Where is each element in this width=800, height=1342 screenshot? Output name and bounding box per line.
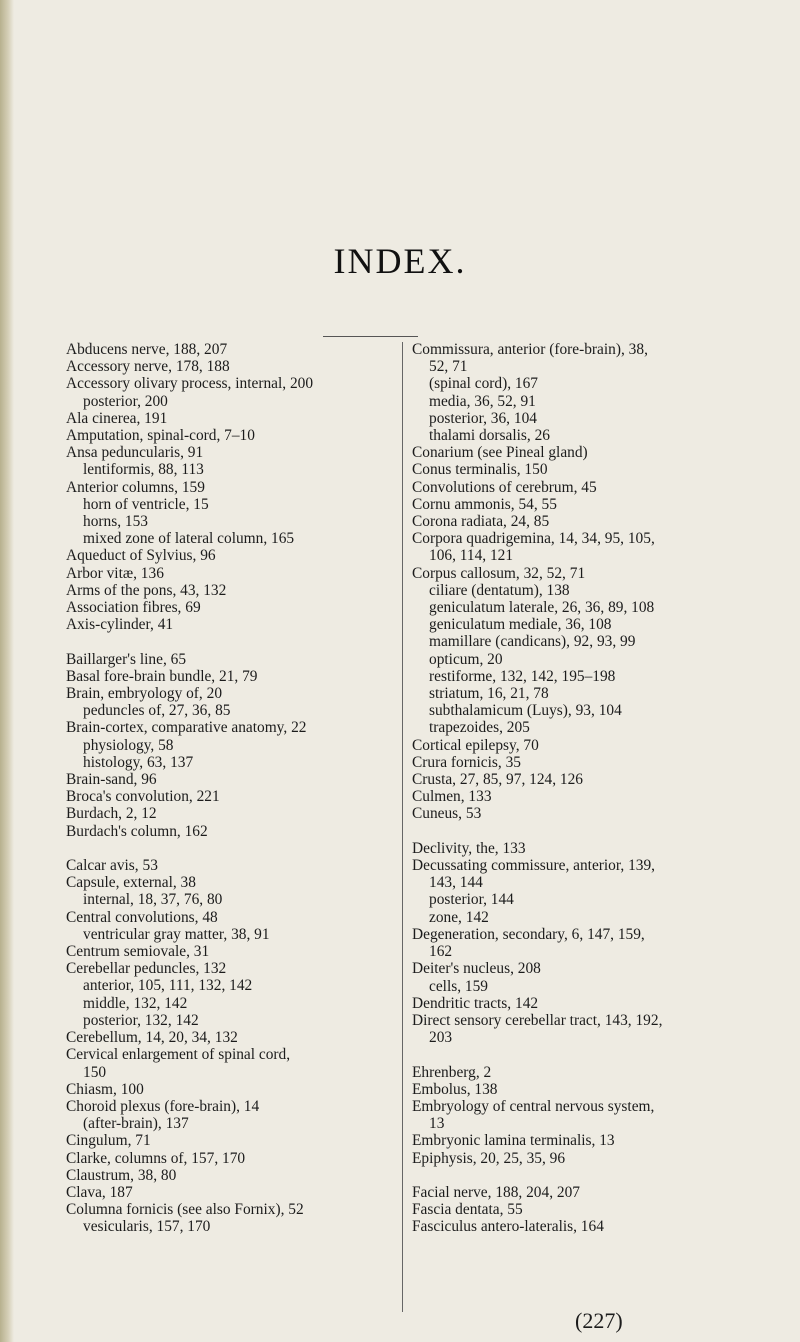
index-entry: Cornu ammonis, 54, 55 [412,495,557,513]
index-subentry: geniculatum laterale, 26, 36, 89, 108 [429,599,655,617]
index-entry: Corpora quadrigemina, 14, 34, 95, 105, [412,530,655,548]
index-subentry: 162 [429,943,453,961]
index-entry: Crura fornicis, 35 [412,753,521,771]
index-entry: Centrum semiovale, 31 [66,943,210,961]
index-subentry: posterior, 200 [83,392,168,410]
index-entry: Columna fornicis (see also Fornix), 52 [66,1201,304,1219]
index-entry: Corpus callosum, 32, 52, 71 [412,564,586,582]
index-entry: Direct sensory cerebellar tract, 143, 192, [412,1011,663,1029]
index-subentry: 143, 144 [429,874,483,892]
index-entry: Aqueduct of Sylvius, 96 [66,547,216,565]
section-gap [412,1046,760,1063]
index-subentry: opticum, 20 [429,650,503,668]
index-subentry: restiforme, 132, 142, 195–198 [429,667,616,685]
index-entry: Clava, 187 [66,1183,133,1201]
index-subentry: 106, 114, 121 [429,547,514,565]
index-entry: Arbor vitæ, 136 [66,564,164,582]
index-left-column [66,341,414,1236]
index-entry: Anterior columns, 159 [66,478,205,496]
section-gap [412,823,760,840]
index-entry: Culmen, 133 [412,788,492,806]
index-entry: Cuneus, 53 [412,805,482,823]
index-subentry: thalami dorsalis, 26 [429,427,550,445]
index-subentry: middle, 132, 142 [83,994,188,1012]
index-entry: Brain, embryology of, 20 [66,685,223,703]
index-entry: Cervical enlargement of spinal cord, [66,1046,291,1064]
index-entry: Cingulum, 71 [66,1132,151,1150]
index-subentry: physiology, 58 [83,736,174,754]
index-entry: Brain-sand, 96 [66,771,157,789]
index-entry: Capsule, external, 38 [66,874,196,892]
index-right-column [412,341,760,1236]
index-entry: Embryology of central nervous system, [412,1097,655,1115]
index-subentry: striatum, 16, 21, 78 [429,685,549,703]
index-subentry: mamillare (candicans), 92, 93, 99 [429,633,636,651]
index-entry: Choroid plexus (fore-brain), 14 [66,1097,260,1115]
index-entry: Dendritic tracts, 142 [412,994,539,1012]
index-entry: Cerebellar peduncles, 132 [66,960,227,978]
section-gap [412,1167,760,1184]
index-entry: Embryonic lamina terminalis, 13 [412,1132,615,1150]
index-subentry: internal, 18, 37, 76, 80 [83,891,223,909]
index-subentry: zone, 142 [429,908,489,926]
index-subentry: 203 [429,1029,453,1047]
index-subentry: media, 36, 52, 91 [429,392,536,410]
index-entry: Ehrenberg, 2 [412,1063,492,1081]
index-entry: Basal fore-brain bundle, 21, 79 [66,667,258,685]
index-subentry: ciliare (dentatum), 138 [429,581,570,599]
index-subentry: ventricular gray matter, 38, 91 [83,925,270,943]
index-subentry: posterior, 144 [429,891,514,909]
page-spine-shadow [0,0,14,1342]
index-subentry: subthalamicum (Luys), 93, 104 [429,702,622,720]
index-subentry: vesicularis, 157, 170 [83,1218,211,1236]
section-gap [66,840,414,857]
index-entry: Facial nerve, 188, 204, 207 [412,1183,580,1201]
index-entry: Decussating commissure, anterior, 139, [412,857,656,875]
index-subentry: trapezoides, 205 [429,719,530,737]
index-subentry: cells, 159 [429,977,488,995]
index-entry: Association fibres, 69 [66,599,201,617]
index-entry: Calcar avis, 53 [66,857,158,875]
index-entry: Central convolutions, 48 [66,908,218,926]
index-subentry: 52, 71 [429,358,468,376]
index-entry: Epiphysis, 20, 25, 35, 96 [412,1149,566,1167]
index-entry: Claustrum, 38, 80 [66,1166,177,1184]
index-entry: Accessory nerve, 178, 188 [66,358,230,376]
index-entry: Conus terminalis, 150 [412,461,548,479]
index-subentry: 150 [83,1063,107,1081]
index-subentry: horns, 153 [83,513,148,531]
index-entry: Cortical epilepsy, 70 [412,736,539,754]
index-subentry: mixed zone of lateral column, 165 [83,530,295,548]
index-entry: Crusta, 27, 85, 97, 124, 126 [412,771,584,789]
index-subentry: geniculatum mediale, 36, 108 [429,616,612,634]
index-entry: Baillarger's line, 65 [66,650,187,668]
index-subentry: posterior, 36, 104 [429,409,537,427]
section-gap [66,633,414,650]
index-entry: Ansa peduncularis, 91 [66,444,204,462]
index-entry: Fasciculus antero-lateralis, 164 [412,1218,604,1236]
index-entry: Conarium (see Pineal gland) [412,444,588,462]
index-entry: Abducens nerve, 188, 207 [66,341,228,358]
index-entry: Broca's convolution, 221 [66,788,220,806]
index-entry: Amputation, spinal-cord, 7–10 [66,427,255,445]
page-number: (227) [575,1308,623,1333]
column-divider [402,342,403,1312]
index-subentry: lentiformis, 88, 113 [83,461,204,479]
page-title: INDEX. [333,241,467,281]
index-subentry: (spinal cord), 167 [429,375,538,393]
index-subentry: (after-brain), 137 [83,1115,189,1133]
index-entry: Convolutions of cerebrum, 45 [412,478,597,496]
title-rule [323,336,418,337]
index-entry: Degeneration, secondary, 6, 147, 159, [412,925,645,943]
index-entry: Burdach's column, 162 [66,822,208,840]
index-subentry: posterior, 132, 142 [83,1011,199,1029]
index-entry: Brain-cortex, comparative anatomy, 22 [66,719,307,737]
index-entry: Arms of the pons, 43, 132 [66,581,227,599]
index-entry: Embolus, 138 [412,1080,498,1098]
index-entry: Commissura, anterior (fore-brain), 38, [412,341,648,358]
index-entry: Corona radiata, 24, 85 [412,513,550,531]
index-entry: Deiter's nucleus, 208 [412,960,541,978]
index-entry: Accessory olivary process, internal, 200 [66,375,314,393]
index-subentry: anterior, 105, 111, 132, 142 [83,977,253,995]
index-subentry: peduncles of, 27, 36, 85 [83,702,231,720]
index-entry: Clarke, columns of, 157, 170 [66,1149,246,1167]
index-entry: Chiasm, 100 [66,1080,144,1098]
index-entry: Burdach, 2, 12 [66,805,157,823]
index-entry: Cerebellum, 14, 20, 34, 132 [66,1029,238,1047]
index-subentry: histology, 63, 137 [83,753,194,771]
index-subentry: 13 [429,1115,445,1133]
index-entry: Axis-cylinder, 41 [66,616,174,634]
index-entry: Ala cinerea, 191 [66,409,168,427]
index-entry: Fascia dentata, 55 [412,1201,523,1219]
index-subentry: horn of ventricle, 15 [83,495,209,513]
index-entry: Declivity, the, 133 [412,839,526,857]
